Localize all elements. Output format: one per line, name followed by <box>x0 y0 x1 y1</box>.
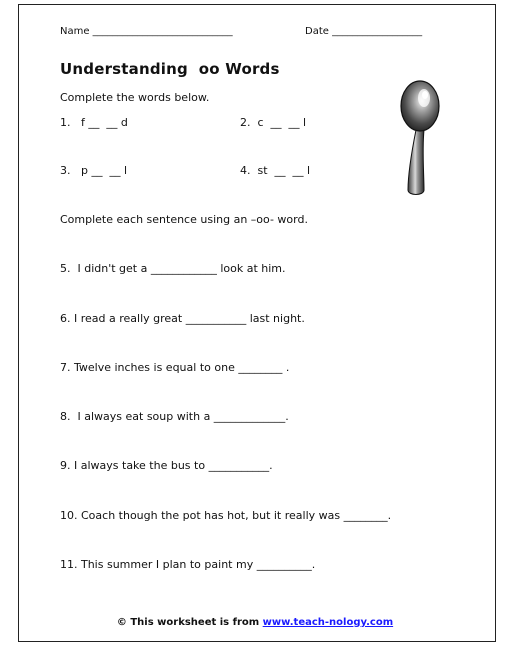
date-field: Date __________________ <box>305 26 423 37</box>
word-item-3: 3. p __ __ l <box>60 164 128 177</box>
sentence-8: 8. I always eat soup with a _____________. <box>60 410 289 423</box>
worksheet-title: Understanding oo Words <box>60 60 280 78</box>
sentence-5: 5. I didn't get a ____________ look at him. <box>60 262 286 275</box>
footer-credit <box>0 617 510 628</box>
word-item-2: 2. c __ __ l <box>240 116 307 129</box>
word-item-4: 4. st __ __ l <box>240 164 311 177</box>
word-item-1: 1. f __ __ d <box>60 116 128 129</box>
footer-text: © This worksheet is from <box>116 617 263 628</box>
part1-instruction: Complete the words below. <box>60 91 210 104</box>
spoon-icon <box>394 80 454 198</box>
name-field: Name ____________________________ <box>60 26 233 37</box>
sentence-7: 7. Twelve inches is equal to one ________ . <box>60 361 290 374</box>
footer-link[interactable]: www.teach-nology.com <box>262 617 394 628</box>
sentence-10: 10. Coach though the pot has hot, but it really was ________. <box>60 509 392 522</box>
part2-instruction: Complete each sentence using an –oo- word. <box>60 213 308 226</box>
sentence-11: 11. This summer I plan to paint my __________. <box>60 558 316 571</box>
sentence-9: 9. I always take the bus to ___________. <box>60 459 273 472</box>
sentence-6: 6. I read a really great ___________ last night. <box>60 312 305 325</box>
